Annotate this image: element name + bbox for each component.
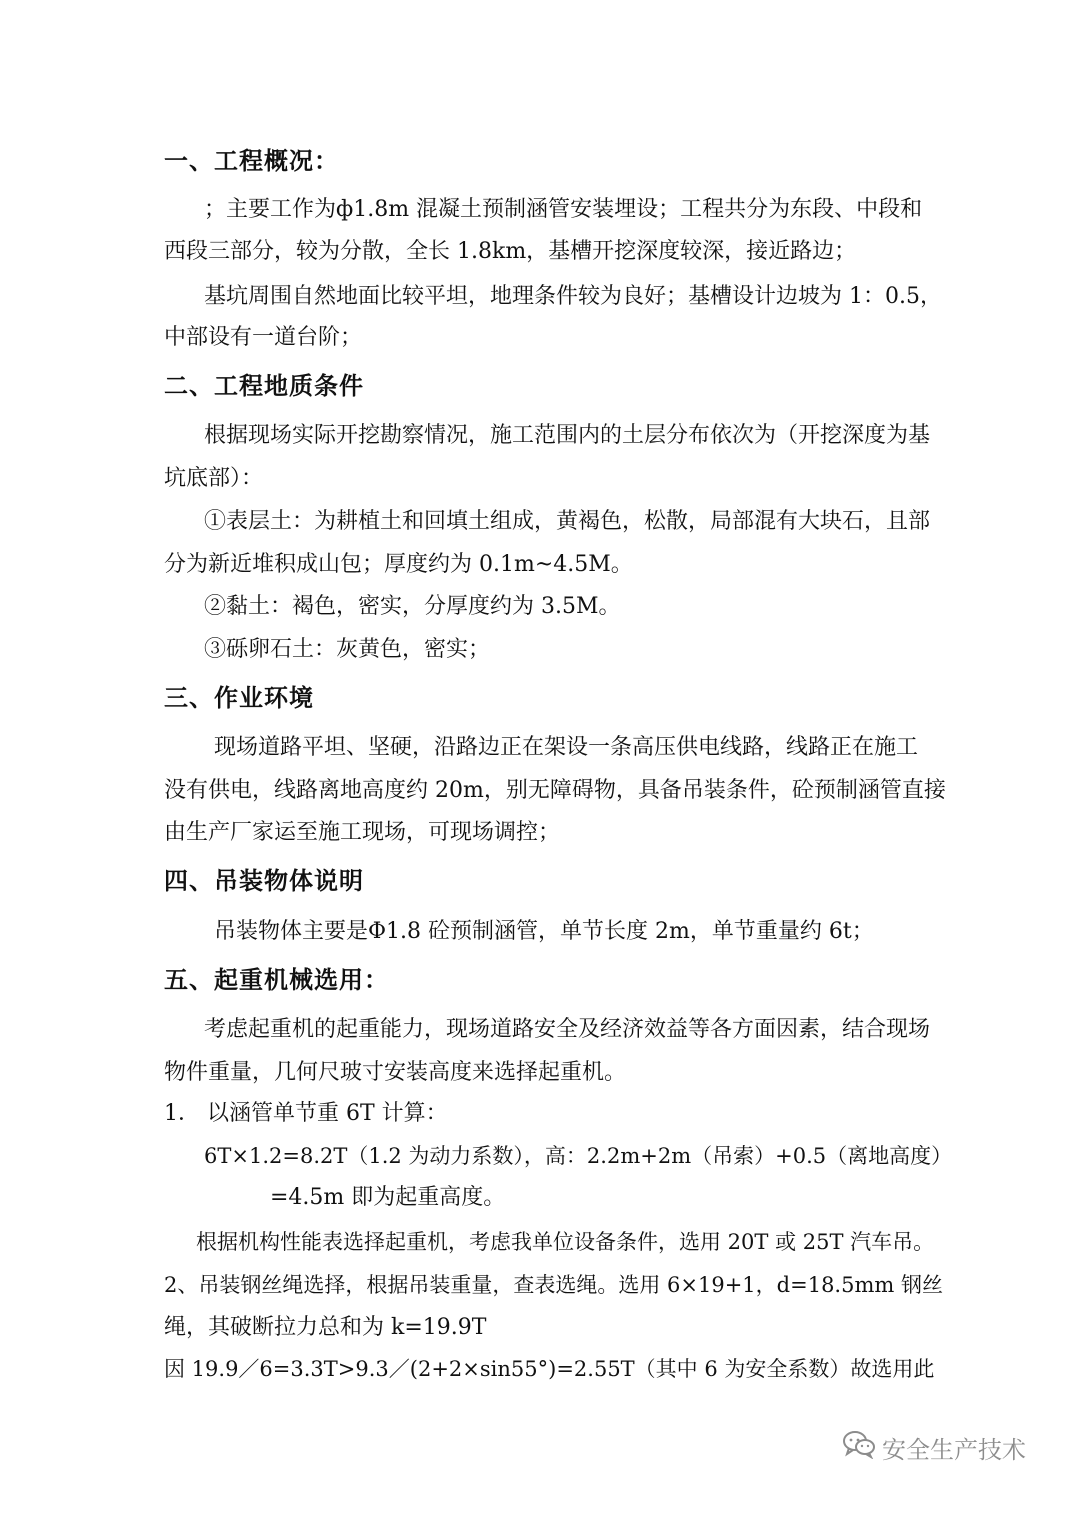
paragraph-line: ②黏土：褐色，密实，分厚度约为 3.5M。 <box>204 594 621 619</box>
section-heading: 四、吊装物体说明 <box>164 867 364 895</box>
paragraph-line: 分为新近堆积成山包；厚度约为 0.1m~4.5M。 <box>164 552 633 577</box>
paragraph-line: 因 19.9／6=3.3T>9.3／(2+2×sin55°)=2.55T（其中 6 为安全系数）故选用此 <box>164 1357 935 1381</box>
paragraph-line: 西段三部分，较为分散，全长 1.8km，基槽开挖深度较深，接近路边； <box>164 239 857 264</box>
section-heading: 五、起重机械选用： <box>164 966 389 994</box>
paragraph-line: 考虑起重机的起重能力，现场道路安全及经济效益等各方面因素，结合现场 <box>204 1017 931 1042</box>
section-heading: 二、工程地质条件 <box>164 372 364 400</box>
formula-line: =4.5m 即为起重高度。 <box>270 1185 506 1210</box>
paragraph-line: 由生产厂家运至施工现场，可现场调控； <box>164 820 561 845</box>
paragraph-line: 现场道路平坦、坚硬，沿路边正在架设一条高压供电线路，线路正在施工 <box>214 735 919 760</box>
paragraph-line: 绳，其破断拉力总和为 k=19.9T <box>164 1315 487 1340</box>
paragraph-line: 2、吊装钢丝绳选择，根据吊装重量，查表选绳。选用 6×19+1，d=18.5mm 钢丝 <box>164 1273 943 1297</box>
paragraph-line: ③砾卵石土：灰黄色，密实； <box>204 637 491 662</box>
paragraph-line: ①表层土：为耕植土和回填土组成，黄褐色，松散，局部混有大块石，且部 <box>204 509 931 534</box>
paragraph-line: 中部设有一道台阶； <box>164 325 363 350</box>
paragraph-line: 根据机构性能表选择起重机，考虑我单位设备条件，选用 20T 或 25T 汽车吊。 <box>196 1230 935 1254</box>
paragraph-line: 基坑周围自然地面比较平坦，地理条件较为良好；基槽设计边坡为 1：0.5， <box>204 284 942 309</box>
paragraph-line: 吊装物体主要是Φ1.8 砼预制涵管，单节长度 2m，单节重量约 6t； <box>214 919 874 944</box>
formula-line: 6T×1.2=8.2T（1.2 为动力系数），高：2.2m+2m（吊索）+0.5（离地高度） <box>204 1144 953 1168</box>
paragraph-line: 根据现场实际开挖勘察情况，施工范围内的土层分布依次为（开挖深度为基 <box>204 423 931 448</box>
section-heading: 一、工程概况： <box>164 147 339 175</box>
section-heading: 三、作业环境 <box>164 684 314 712</box>
watermark <box>842 1432 1026 1462</box>
paragraph-line: 没有供电，线路离地高度约 20m，别无障碍物，具备吊装条件，砼预制涵管直接 <box>164 778 946 803</box>
paragraph-line: 1． 以涵管单节重 6T 计算： <box>164 1101 448 1126</box>
paragraph-line: ；主要工作为ф1.8m 混凝土预制涵管安装埋设；工程共分为东段、中段和 <box>204 197 923 222</box>
wechat-icon <box>842 1429 876 1465</box>
paragraph-line: 坑底部）： <box>164 466 264 491</box>
watermark-text: 安全生产技术 <box>882 1435 1026 1464</box>
paragraph-line: 物件重量，几何尺玻寸安装高度来选择起重机。 <box>164 1060 627 1085</box>
